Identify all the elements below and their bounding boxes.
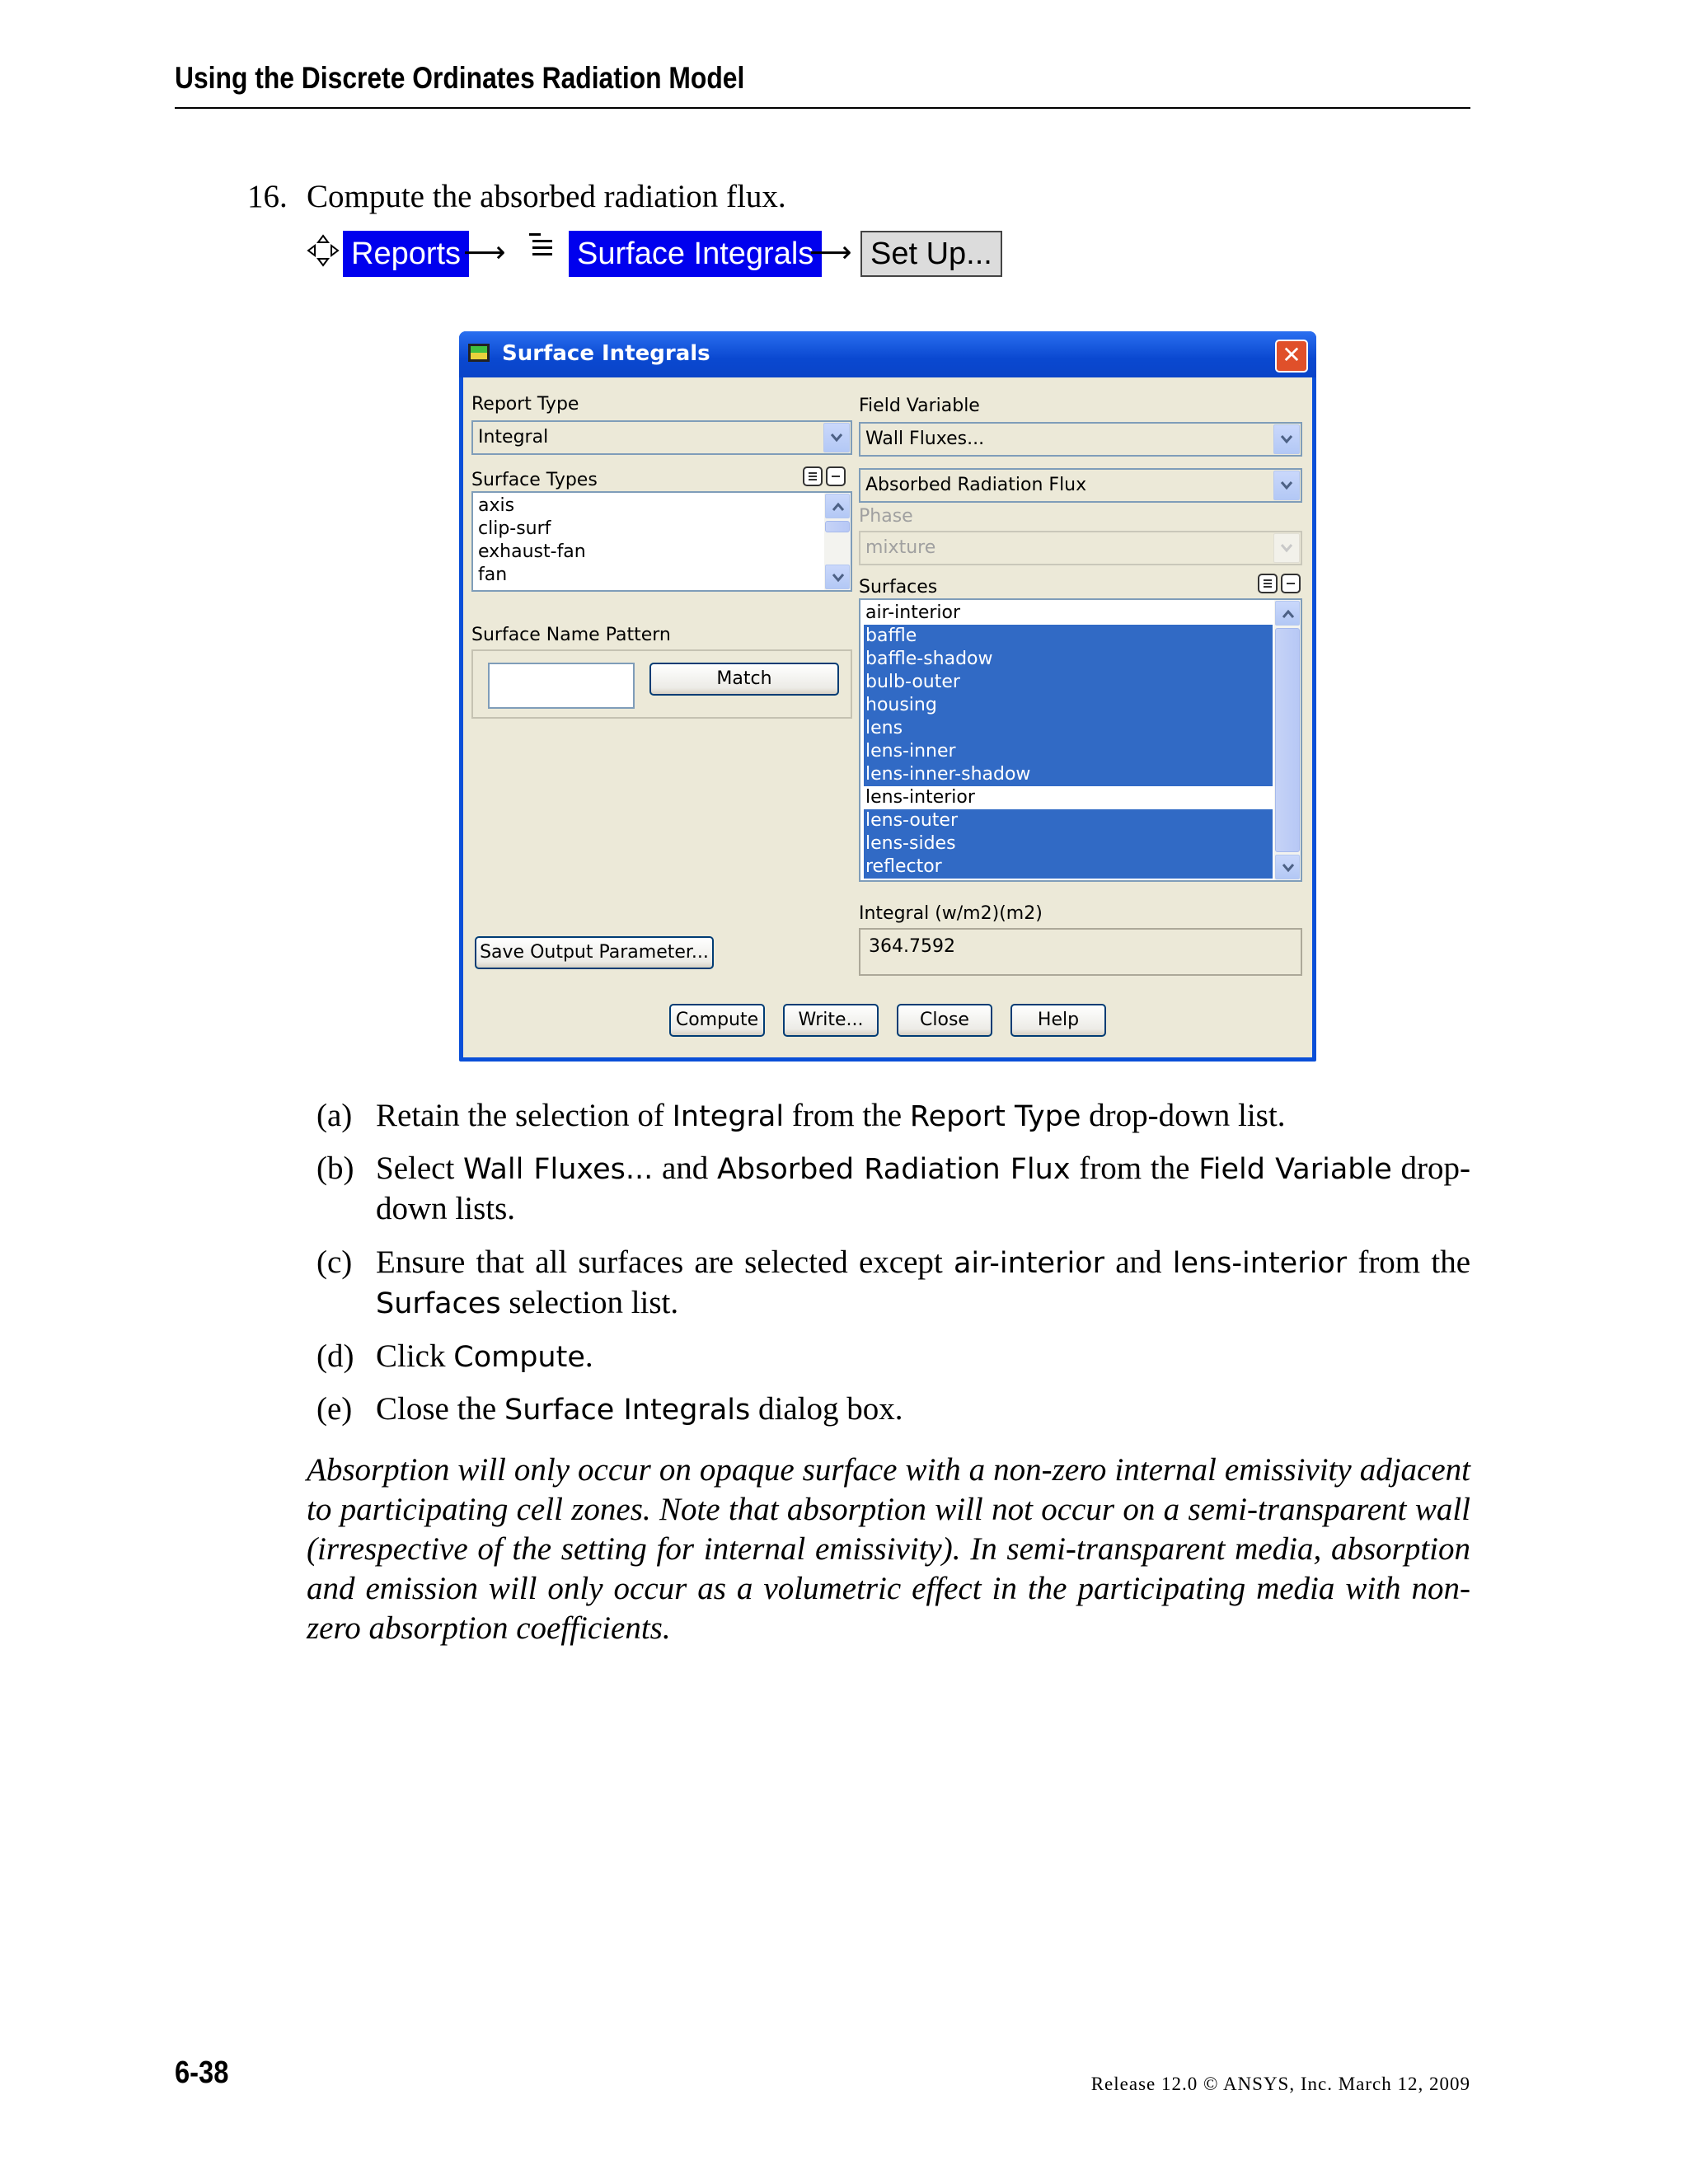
text: Select [376, 1151, 464, 1186]
text: from the [1347, 1244, 1470, 1280]
surface-list-item[interactable]: reflector [864, 855, 1273, 879]
compute-button[interactable]: Compute [669, 1004, 765, 1037]
chevron-down-icon[interactable] [823, 423, 850, 452]
ui-term: Report Type [909, 1100, 1081, 1133]
close-window-icon[interactable]: ✕ [1275, 340, 1308, 373]
surfaces-list[interactable] [859, 598, 1302, 882]
close-button[interactable]: Close [897, 1004, 992, 1037]
integral-value: 364.7592 [869, 936, 955, 957]
header-rule [175, 107, 1470, 109]
report-type-dropdown[interactable] [471, 420, 852, 455]
field-variable-label: Field Variable [859, 396, 980, 416]
menu-set-up[interactable]: Set Up... [860, 231, 1002, 277]
fluent-app-icon [467, 343, 490, 363]
text: and [653, 1151, 717, 1186]
text: Close the [376, 1391, 504, 1427]
surface-list-item[interactable]: lens [864, 717, 1273, 740]
ui-term: Absorbed Radiation Flux [716, 1153, 1071, 1186]
text: from the [1070, 1151, 1199, 1186]
text: Retain the selection of [376, 1098, 673, 1133]
menu-surface-integrals[interactable]: Surface Integrals [569, 231, 822, 277]
phase-label: Phase [859, 506, 913, 527]
scroll-down-icon[interactable] [825, 565, 850, 589]
list-item[interactable]: clip-surf [478, 518, 551, 539]
text: dialog box. [750, 1391, 903, 1427]
move-arrows-icon [307, 234, 340, 267]
release-footer: Release 12.0 © ANSYS, Inc. March 12, 2009 [1090, 2074, 1470, 2094]
step-heading [247, 178, 786, 215]
surface-integrals-dialog [459, 331, 1316, 1062]
item-marker: (b) [316, 1151, 354, 1186]
surface-name-pattern-input[interactable] [488, 663, 635, 709]
list-item[interactable]: fan [478, 565, 508, 585]
surface-list-item[interactable]: baffle-shadow [864, 648, 1273, 671]
deselect-all-icon[interactable] [826, 466, 846, 486]
scroll-up-icon[interactable] [1275, 601, 1300, 626]
ui-term: lens-interior [1172, 1247, 1348, 1280]
instruction-a [307, 1096, 1470, 1136]
list-item[interactable]: exhaust-fan [478, 541, 586, 562]
chevron-down-icon[interactable] [1273, 471, 1300, 500]
help-button[interactable]: Help [1010, 1004, 1106, 1037]
ui-term: Compute [453, 1341, 585, 1374]
dialog-title: Surface Integrals [502, 341, 710, 366]
instruction-e [307, 1390, 1470, 1429]
scroll-up-icon[interactable] [825, 494, 850, 518]
step-number: 16. [247, 179, 288, 214]
text: from the [784, 1098, 910, 1133]
surface-list-item[interactable]: lens-sides [864, 832, 1273, 855]
page-number: 6-38 [175, 2055, 229, 2090]
instruction-c [307, 1243, 1470, 1322]
text: Ensure that all surfaces are selected except [376, 1244, 954, 1280]
absorption-note: Absorption will only occur on opaque surface with a non-zero internal emissivity adjacent to participating cell zones. Note that absorption will not occur on a semi-transparent wall (irrespective of the setting for internal emissivity). In semi-transparent media, absorption and emission will only occur as a volumetric effect in the participating media with non-zero absorption coefficients. [307, 1452, 1470, 1646]
surfaces-label: Surfaces [859, 577, 938, 598]
surface-list-item[interactable]: lens-inner [864, 740, 1273, 763]
text: selection list. [500, 1285, 679, 1320]
report-type-label: Report Type [471, 394, 579, 415]
surfaces-scrollbar[interactable] [1274, 600, 1301, 880]
phase-dropdown [859, 531, 1302, 565]
dialog-client [463, 377, 1312, 1057]
report-type-value: Integral [478, 427, 549, 448]
ui-term: Integral [672, 1100, 785, 1133]
item-marker: (e) [316, 1391, 353, 1427]
path-arrow: ⟶ [809, 236, 852, 269]
ui-term: Wall Fluxes... [463, 1153, 654, 1186]
surface-list-item[interactable]: lens-interior [865, 787, 975, 808]
write-button[interactable]: Write... [783, 1004, 879, 1037]
step-text: Compute the absorbed radiation flux. [307, 179, 786, 214]
item-marker: (d) [316, 1338, 354, 1374]
match-button[interactable]: Match [649, 663, 839, 696]
text: and [1104, 1244, 1173, 1280]
select-all-icon[interactable] [803, 466, 823, 486]
surface-types-label: Surface Types [471, 470, 598, 490]
field-variable-category-value: Wall Fluxes... [865, 429, 985, 449]
integral-result-field [859, 928, 1302, 976]
surface-list-item[interactable]: bulb-outer [864, 671, 1273, 694]
chevron-down-icon[interactable] [1273, 424, 1300, 454]
surface-list-item[interactable]: lens-outer [864, 809, 1273, 832]
text: . [584, 1338, 593, 1374]
surface-list-item[interactable]: air-interior [865, 602, 961, 623]
chevron-down-icon [1273, 533, 1300, 563]
integral-label: Integral (w/m2)(m2) [859, 903, 1043, 924]
save-output-parameter-button[interactable]: Save Output Parameter... [475, 936, 714, 969]
instruction-d [307, 1337, 1470, 1376]
surface-types-list[interactable] [471, 491, 852, 592]
field-variable-category-dropdown[interactable] [859, 422, 1302, 457]
text: drop-down lists. [376, 1151, 1470, 1226]
surface-name-pattern-label: Surface Name Pattern [471, 625, 671, 645]
item-marker: (a) [316, 1098, 353, 1133]
instruction-b [307, 1149, 1470, 1228]
ui-term: Surfaces [376, 1287, 501, 1320]
ui-term: air-interior [953, 1247, 1104, 1280]
surface-list-item[interactable]: baffle [864, 625, 1273, 648]
field-variable-value: Absorbed Radiation Flux [865, 475, 1087, 495]
surface-list-item[interactable]: housing [864, 694, 1273, 717]
scroll-thumb[interactable] [825, 521, 850, 532]
menu-reports[interactable]: Reports [343, 231, 469, 277]
text: drop-down list. [1081, 1098, 1286, 1133]
text: Click [376, 1338, 454, 1374]
select-all-icon[interactable] [1258, 574, 1278, 593]
path-arrow: ⟶ [463, 236, 506, 269]
dialog-title-bar[interactable] [459, 331, 1316, 377]
deselect-all-icon[interactable] [1281, 574, 1301, 593]
field-variable-dropdown[interactable] [859, 468, 1302, 503]
item-marker: (c) [316, 1244, 353, 1280]
list-item[interactable]: axis [478, 495, 515, 516]
phase-value: mixture [865, 537, 936, 558]
list-icon [528, 231, 556, 264]
surface-list-item[interactable]: lens-inner-shadow [864, 763, 1273, 786]
scroll-down-icon[interactable] [1275, 855, 1300, 879]
ui-term: Field Variable [1198, 1153, 1392, 1186]
page-header-title: Using the Discrete Ordinates Radiation Model [175, 61, 745, 95]
scroll-thumb[interactable] [1275, 628, 1300, 852]
ui-term: Surface Integrals [504, 1394, 751, 1427]
surface-types-scrollbar[interactable] [824, 493, 851, 590]
